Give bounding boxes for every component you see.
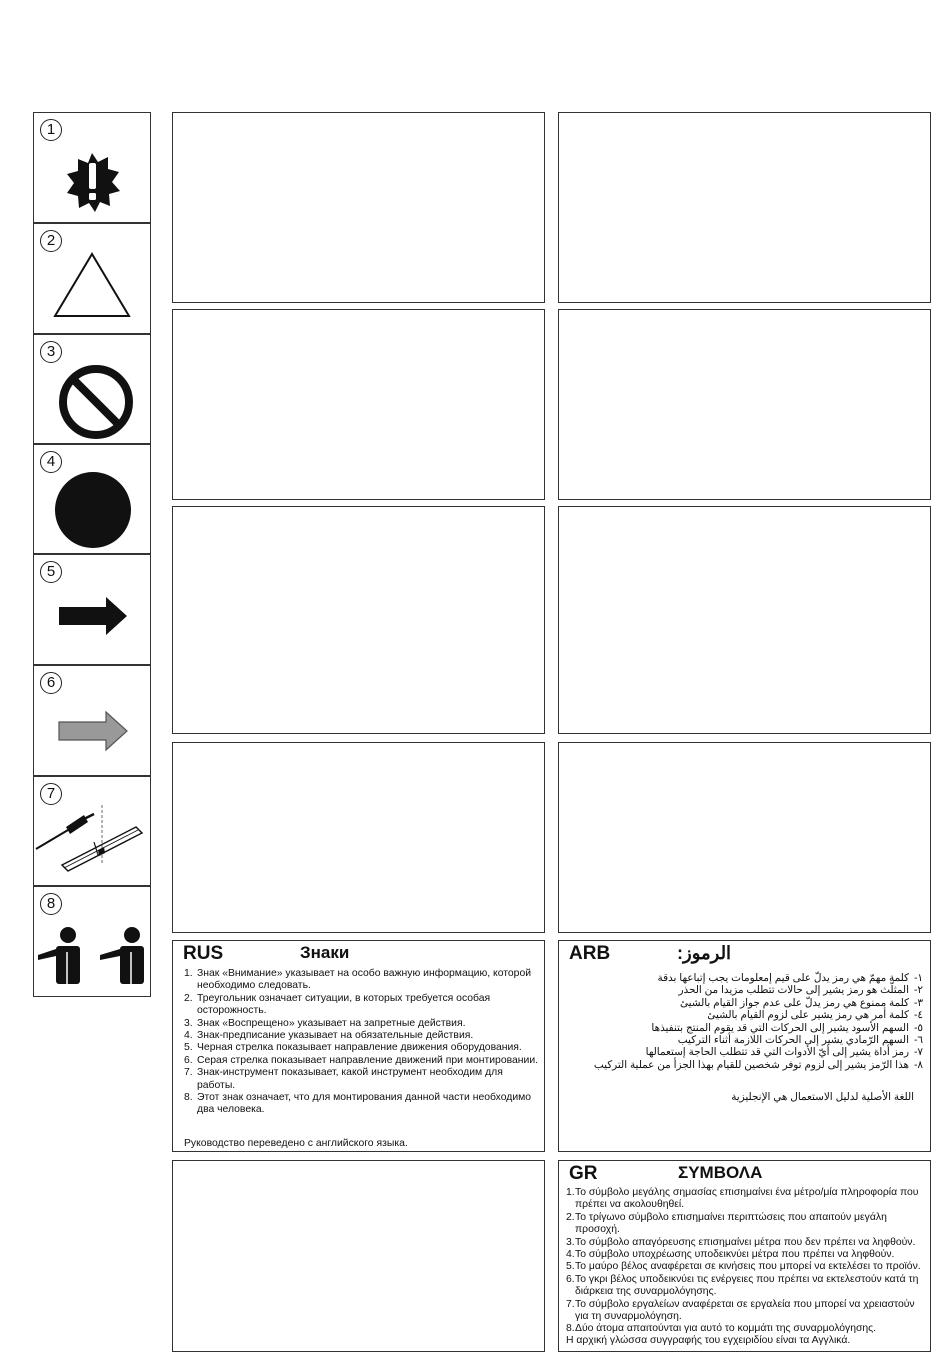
empty-text-box-left-4 <box>172 742 545 933</box>
symbol-list <box>566 1187 928 1336</box>
list-item: 3. Знак «Воспрещено» указывает на запретные действия. <box>184 1017 466 1029</box>
list-item: 4. Το σύμβολο υποχρέωσης υποδεικνύει μέτρα που πρέπει να ληφθούν. <box>566 1249 895 1261</box>
symbol-cell-8 <box>33 886 151 997</box>
list-item: ١- كلمة مهمّ هي رمز يدلّ على قيم إمعلومات يجب إتباعها بدقة <box>657 973 923 984</box>
list-item: 6. Το γκρι βέλος υποδεικνύει τις ενέργειες που πρέπει να εκτελεστούν κατά τη διάρκεια της συναρμολόγησης. <box>566 1273 919 1298</box>
rus-symbols-box <box>172 940 545 1152</box>
original-language-note: اللغة الأصلية لدليل الاستعمال هي الإنجليزية <box>731 1092 914 1103</box>
list-item: ٤- كلمة أمر هي رمز يشير على لزوم القيام بالشيئ <box>707 1010 923 1022</box>
arb-symbols-box <box>558 940 931 1152</box>
list-item: 2. Треугольник означает ситуации, в которых требуется особая осторожность. <box>184 992 491 1017</box>
symbol-list <box>184 968 542 1117</box>
symbol-cell-3 <box>33 334 151 444</box>
list-item: 2. Το τρίγωνο σύμβολο επισημαίνει περιπτώσεις που απαιτούν μεγάλη προσοχή. <box>566 1211 887 1236</box>
empty-text-box-left-2 <box>172 309 545 500</box>
list-item: ٢- المثلّث هو رمز يشير إلى حالات تتطلب مزيدا من الحذر <box>678 985 923 997</box>
symbol-number: 6 <box>40 672 62 694</box>
empty-text-box-right-2 <box>558 309 931 500</box>
list-item: ٥- السهم الأسود يشير إلى الحركات التي قد يقوم المنتج بتنفيذها <box>651 1022 923 1034</box>
gray-arrow-icon <box>34 666 152 777</box>
symbol-number: 4 <box>40 451 62 473</box>
symbol-cell-2 <box>33 223 151 334</box>
empty-text-box-left-3 <box>172 506 545 734</box>
empty-text-box-right-4 <box>558 742 931 933</box>
list-item: 8. Этот знак означает, что для монтирования данной части необходимо два человека. <box>184 1092 532 1116</box>
symbol-number: 1 <box>40 119 62 141</box>
list-item: 3. Το σύμβολο απαγόρευσης επισημαίνει μέτρα που δεν πρέπει να ληφθούν. <box>566 1236 916 1248</box>
symbol-list <box>569 973 923 1072</box>
empty-text-box-right-1 <box>558 112 931 303</box>
language-code: RUS <box>183 943 224 964</box>
two-persons-icon <box>34 887 152 998</box>
list-item: 4. Знак-предписание указывает на обязательные действия. <box>184 1030 474 1042</box>
black-arrow-icon <box>34 555 152 666</box>
gr-symbols-box <box>558 1160 931 1352</box>
symbol-number: 2 <box>40 230 62 252</box>
list-item: 1. Знак «Внимание» указывает на особо важную информацию, которой необходимо следовать. <box>184 968 532 992</box>
section-title: :الرموز <box>677 943 732 963</box>
list-item: 7. Το σύμβολο εργαλείων αναφέρεται σε εργαλεία που μπορεί να χρειαστούν για τη συναρμολόγηση. <box>566 1298 915 1323</box>
language-code: GR <box>569 1163 598 1184</box>
symbol-cell-1 <box>33 112 151 223</box>
list-item: 1. Το σύμβολο μεγάλης σημασίας επισημαίνει ένα μέτρο/μία πληροφορία που πρέπει να ακολουθηθεί. <box>566 1187 919 1211</box>
symbol-cell-5 <box>33 554 151 665</box>
symbol-number: 7 <box>40 783 62 805</box>
symbol-number: 5 <box>40 561 62 583</box>
exclamation-burst-icon <box>34 113 152 224</box>
list-item: 7. Знак-инструмент показывает, какой инструмент необходим для работы. <box>184 1067 503 1091</box>
empty-text-box-left-1 <box>172 112 545 303</box>
list-item: 5. Черная стрелка показывает направление движения оборудования. <box>184 1042 522 1054</box>
list-item: ٧- رمز أداة يشير إلى أيّ الأدوات التي قد تتطلب الحاجة إستعمالها <box>645 1047 923 1059</box>
symbol-cell-6 <box>33 665 151 776</box>
symbol-cell-7 <box>33 776 151 886</box>
language-code: ARB <box>569 943 611 964</box>
list-item: 5. Το μαύρο βέλος αναφέρεται σε κινήσεις που μπορεί να εκτελέσει το προϊόν. <box>566 1261 921 1273</box>
filled-circle-icon <box>34 445 152 555</box>
list-item: ٨- هذا الرّمز يشير إلى لزوم توفر شخصين للقيام بهذا الجزأ من عملية التركيب <box>593 1059 923 1071</box>
symbol-cell-4 <box>33 444 151 554</box>
list-item: 6. Серая стрелка показывает направление движений при монтировании. <box>184 1054 539 1066</box>
prohibited-icon <box>34 335 152 445</box>
translation-note: Руководство переведено с английского языка. <box>184 1138 408 1149</box>
symbol-number: 3 <box>40 341 62 363</box>
list-item: 8. Δύο άτομα απαιτούνται για αυτό το κομμάτι της συναρμολόγησης. <box>566 1323 877 1335</box>
original-language-note: Η αρχική γλώσσα συγγραφής του εγχειριδίου είναι τα Αγγλικά. <box>566 1335 851 1346</box>
section-title: Знаки <box>300 943 350 962</box>
empty-text-box-left-5 <box>172 1160 545 1352</box>
section-title: ΣΥΜΒΟΛΑ <box>678 1163 763 1182</box>
empty-text-box-right-3 <box>558 506 931 734</box>
triangle-icon <box>34 224 152 335</box>
symbol-number: 8 <box>40 893 62 915</box>
list-item: ٣- كلمة ممنوع هي رمز يدلّ على عدم جواز القيام بالشيئ <box>680 997 923 1009</box>
list-item: ٦- السهم الرّمادي يشير إلى الحركات اللازمة أثناء التركيب <box>677 1035 923 1047</box>
screwdriver-tool-icon <box>34 777 152 887</box>
